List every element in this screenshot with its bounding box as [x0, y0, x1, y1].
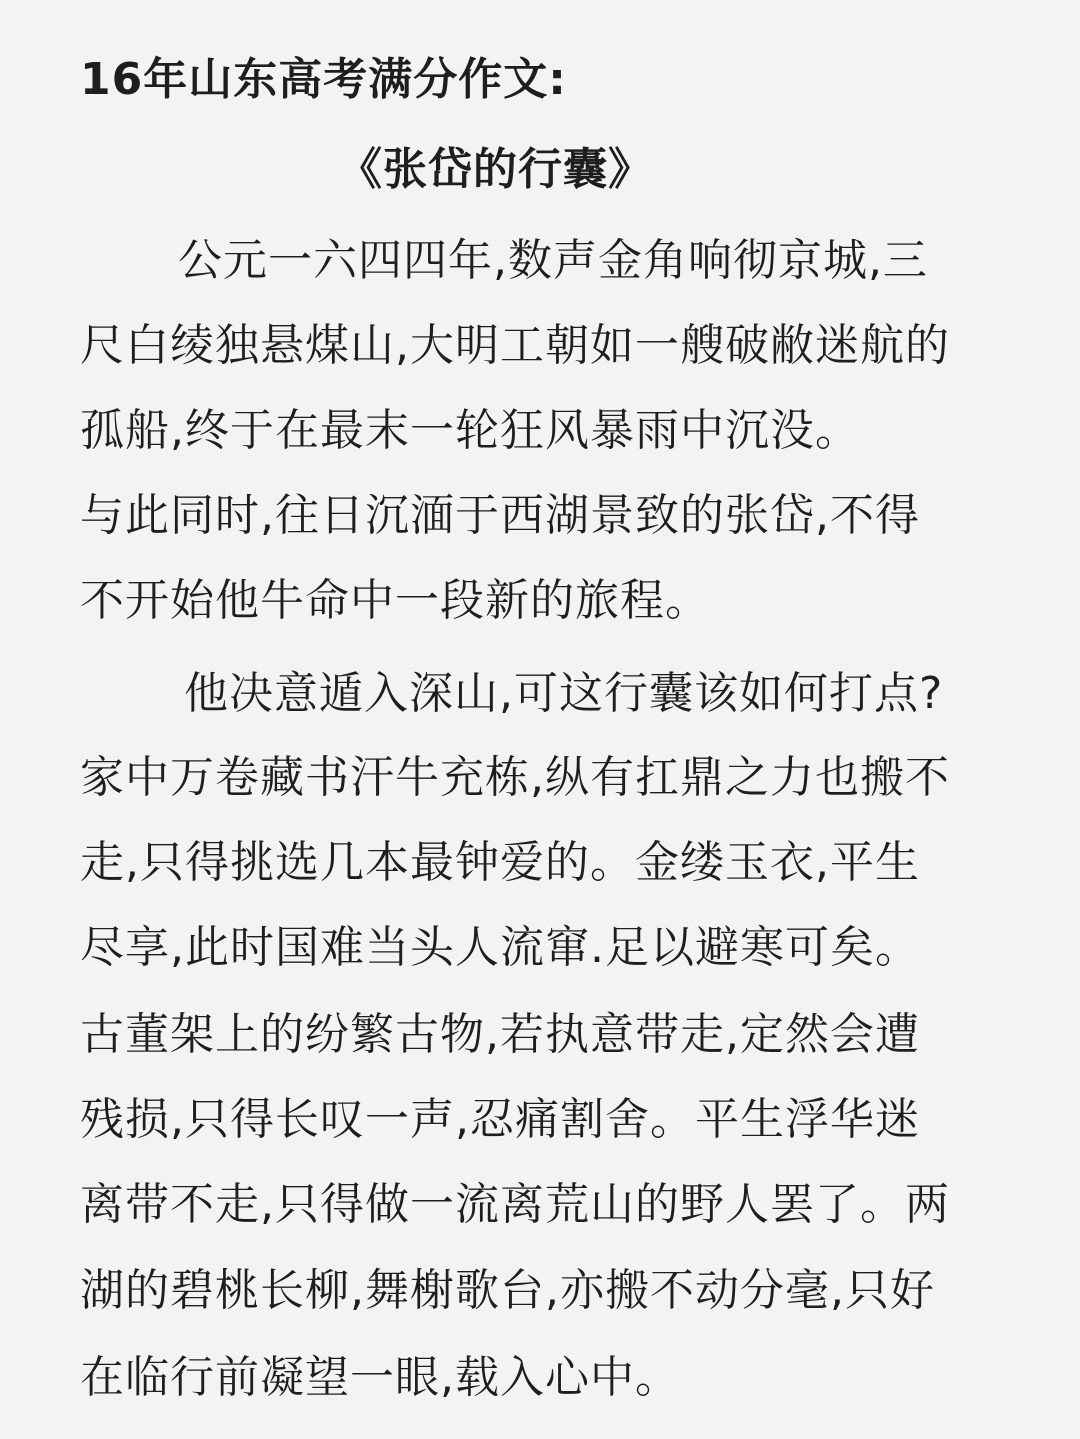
essay-line: 家中万卷藏书汗牛充栋,纵有扛鼎之力也搬不 [80, 752, 950, 803]
essay-line: 不开始他牛命中一段新的旅程。 [80, 575, 710, 626]
essay-line: 湖的碧桃长柳,舞榭歌台,亦搬不动分毫,只好 [80, 1265, 935, 1316]
essay-line: 在临行前凝望一眼,载入心中。 [80, 1352, 680, 1403]
essay-line: 走,只得挑选几本最钟爱的。金缕玉衣,平生 [80, 837, 920, 888]
essay-line: 他决意遁入深山,可这行囊该如何打点? [184, 668, 944, 719]
essay-line: 离带不走,只得做一流离荒山的野人罢了。两 [80, 1179, 950, 1230]
essay-line: 与此同时,往日沉湎于西湖景致的张岱,不得 [80, 490, 920, 541]
essay-line: 残损,只得长叹一声,忍痛割舍。平生浮华迷 [80, 1094, 920, 1145]
essay-heading: 16年山东高考满分作文: [80, 54, 567, 105]
essay-line: 古董架上的纷繁古物,若执意带走,定然会遭 [80, 1009, 920, 1060]
essay-line: 孤船,终于在最末一轮狂风暴雨中沉没。 [80, 405, 860, 456]
essay-line: 尽享,此时国难当头人流窜.足以避寒可矣。 [80, 922, 920, 973]
essay-title: 《张岱的行囊》 [338, 144, 653, 195]
essay-line: 尺白绫独悬煤山,大明工朝如一艘破敝迷航的 [80, 320, 950, 371]
essay-line: 公元一六四四年,数声金角响彻京城,三 [178, 235, 928, 286]
